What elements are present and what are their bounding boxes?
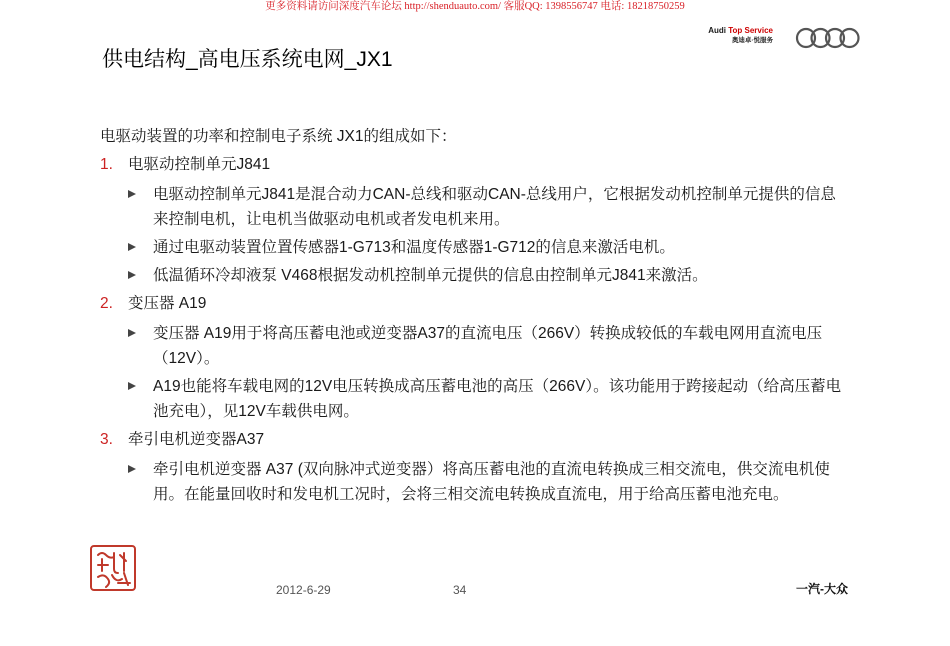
bullet-text: 低温循环冷却液泵 V468根据发动机控制单元提供的信息由控制单元J841来激活。 xyxy=(153,267,708,284)
triangle-bullet-icon xyxy=(128,271,136,279)
list-item xyxy=(100,374,845,424)
bullet-text: 通过电驱动装置位置传感器1-G713和温度传感器1-G712的信息来激活电机。 xyxy=(153,239,675,256)
bullet-text: 牵引电机逆变器 A37 (双向脉冲式逆变器）将高压蓄电池的直流电转换成三相交流电，供交流电机使用。在能量回收时和发电机工况时，会将三相交流电转换成直流电，用于给高压蓄电池充电。 xyxy=(153,461,830,503)
section-heading xyxy=(100,292,845,315)
faw-vw-logo: 一汽-大众 xyxy=(796,582,848,596)
triangle-bullet-icon xyxy=(128,382,136,390)
slide-content xyxy=(100,125,845,510)
list-number: 2. xyxy=(100,295,113,312)
bullet-text: 变压器 A19用于将高压蓄电池或逆变器A37的直流电压（266V）转换成较低的车载电网用直流电压（12V）。 xyxy=(153,325,823,367)
triangle-bullet-icon xyxy=(128,465,136,473)
list-number: 1. xyxy=(100,156,113,173)
triangle-bullet-icon xyxy=(128,329,136,337)
list-item xyxy=(100,457,845,507)
section-heading xyxy=(100,428,845,451)
seal-stamp-icon xyxy=(88,543,138,593)
page-number: 34 xyxy=(453,583,467,597)
brand-name xyxy=(693,26,773,36)
list-item xyxy=(100,321,845,371)
brand-name-black: Audi xyxy=(708,26,729,35)
audi-top-service-brand xyxy=(693,26,773,45)
top-banner: 更多资料请访问深度汽车论坛 http://shenduauto.com/ 客服QQ: 1398556747 电话: 18218750259 xyxy=(265,1,685,12)
section-title: 牵引电机逆变器A37 xyxy=(128,431,265,448)
brand-name-red: Top Service xyxy=(728,26,773,35)
list-item xyxy=(100,182,845,232)
list-item xyxy=(100,263,845,288)
section-title: 电驱动控制单元J841 xyxy=(128,156,271,173)
bullet-text: 电驱动控制单元J841是混合动力CAN-总线和驱动CAN-总线用户，它根据发动机控制单元提供的信息来控制电机，让电机当做驱动电机或者发电机来用。 xyxy=(153,186,836,228)
bullet-text: A19也能将车载电网的12V电压转换成高压蓄电池的高压（266V）。该功能用于跨接起动（给高压蓄电池充电），见12V车载供电网。 xyxy=(153,378,842,420)
list-number: 3. xyxy=(100,431,113,448)
triangle-bullet-icon xyxy=(128,243,136,251)
section-title: 变压器 A19 xyxy=(128,295,207,312)
list-item xyxy=(100,235,845,260)
audi-rings-icon xyxy=(795,26,861,50)
slide-title: 供电结构_高电压系统电网_JX1 xyxy=(102,48,393,71)
footer-date: 2012-6-29 xyxy=(276,583,331,597)
section-heading xyxy=(100,153,845,176)
intro-text: 电驱动装置的功率和控制电子系统 JX1的组成如下： xyxy=(100,128,457,145)
triangle-bullet-icon xyxy=(128,190,136,198)
brand-subtitle: 奥迪卓·悦服务 xyxy=(731,37,773,44)
